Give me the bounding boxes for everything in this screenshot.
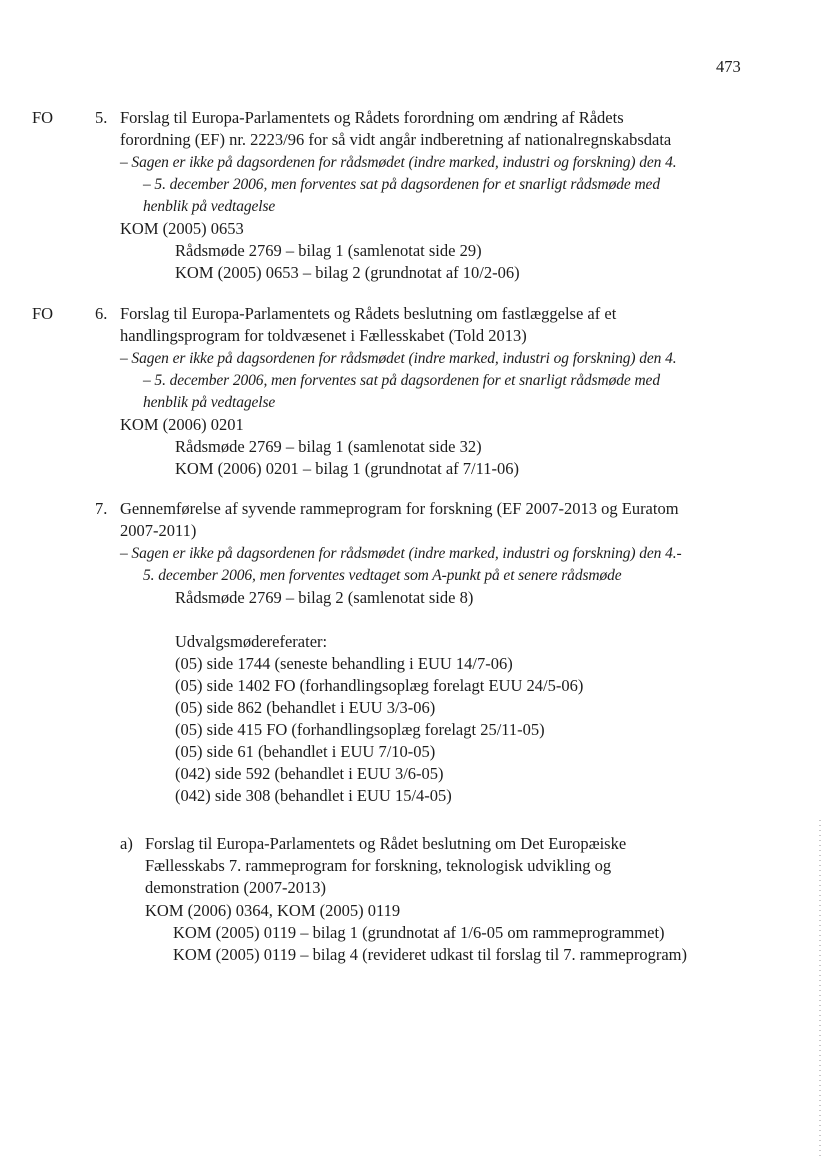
subitem-title-line: Fællesskabs 7. rammeprogram for forskning, teknologisk udvikling og [145, 856, 612, 875]
item-number: 6. [95, 304, 108, 323]
scan-edge-artifact [819, 820, 821, 1160]
fo-marker: FO [32, 304, 54, 323]
item-note-line: – Sagen er ikke på dagsordenen for rådsmødet (indre marked, industri og forskning) den 4.- [120, 545, 682, 562]
item-title-line: Gennemførelse af syvende rammeprogram for forskning (EF 2007-2013 og Euratom [120, 499, 679, 518]
fo-marker: FO [32, 108, 54, 127]
minutes-heading: Udvalgsmødereferater: [175, 632, 328, 651]
item-number: 7. [95, 499, 108, 518]
subitem-sub-ref: KOM (2005) 0119 – bilag 1 (grundnotat af 1/6-05 om rammeprogrammet) [173, 923, 665, 942]
item-title-line: Forslag til Europa-Parlamentets og Rådets forordning om ændring af Rådets [120, 108, 624, 127]
item-note-line: – Sagen er ikke på dagsordenen for rådsmødet (indre marked, industri og forskning) den 4. [120, 154, 677, 171]
page-number: 473 [716, 57, 741, 76]
item-title-line: handlingsprogram for toldvæsenet i Fællesskabet (Told 2013) [120, 326, 527, 345]
subitem-title-line: demonstration (2007-2013) [145, 878, 327, 897]
minutes-entry: (05) side 415 FO (forhandlingsoplæg forelagt 25/11-05) [175, 720, 545, 739]
item-sub-ref: Rådsmøde 2769 – bilag 1 (samlenotat side 29) [175, 241, 482, 260]
item-sub-ref: Rådsmøde 2769 – bilag 1 (samlenotat side 32) [175, 437, 482, 456]
minutes-entry: (05) side 61 (behandlet i EUU 7/10-05) [175, 742, 436, 761]
minutes-entry: (05) side 862 (behandlet i EUU 3/3-06) [175, 698, 436, 717]
item-reference: KOM (2005) 0653 [120, 219, 244, 238]
subitem-letter: a) [120, 834, 133, 853]
item-note-line: 5. december 2006, men forventes vedtaget som A-punkt på et senere rådsmøde [143, 567, 622, 584]
minutes-entry: (042) side 308 (behandlet i EUU 15/4-05) [175, 786, 452, 805]
item-title-line: 2007-2011) [120, 521, 197, 540]
item-note-line: henblik på vedtagelse [143, 394, 276, 411]
item-title-line: forordning (EF) nr. 2223/96 for så vidt angår indberetning af nationalregnskabsdata [120, 130, 672, 149]
item-note-line: – 5. december 2006, men forventes sat på dagsordenen for et snarligt rådsmøde med [143, 372, 660, 389]
item-note-line: – 5. december 2006, men forventes sat på dagsordenen for et snarligt rådsmøde med [143, 176, 660, 193]
subitem-sub-ref: KOM (2005) 0119 – bilag 4 (revideret udkast til forslag til 7. rammeprogram) [173, 945, 687, 964]
item-sub-ref: KOM (2005) 0653 – bilag 2 (grundnotat af 10/2-06) [175, 263, 520, 282]
subitem-reference: KOM (2006) 0364, KOM (2005) 0119 [145, 901, 401, 920]
item-number: 5. [95, 108, 108, 127]
item-reference: KOM (2006) 0201 [120, 415, 244, 434]
item-sub-ref: KOM (2006) 0201 – bilag 1 (grundnotat af 7/11-06) [175, 459, 519, 478]
minutes-entry: (05) side 1744 (seneste behandling i EUU 14/7-06) [175, 654, 513, 673]
item-sub-ref: Rådsmøde 2769 – bilag 2 (samlenotat side 8) [175, 588, 474, 607]
minutes-entry: (05) side 1402 FO (forhandlingsoplæg forelagt EUU 24/5-06) [175, 676, 584, 695]
item-note-line: henblik på vedtagelse [143, 198, 276, 215]
item-note-line: – Sagen er ikke på dagsordenen for rådsmødet (indre marked, industri og forskning) den 4. [120, 350, 677, 367]
item-title-line: Forslag til Europa-Parlamentets og Rådets beslutning om fastlæggelse af et [120, 304, 617, 323]
minutes-entry: (042) side 592 (behandlet i EUU 3/6-05) [175, 764, 444, 783]
subitem-title-line: Forslag til Europa-Parlamentets og Rådet beslutning om Det Europæiske [145, 834, 627, 853]
